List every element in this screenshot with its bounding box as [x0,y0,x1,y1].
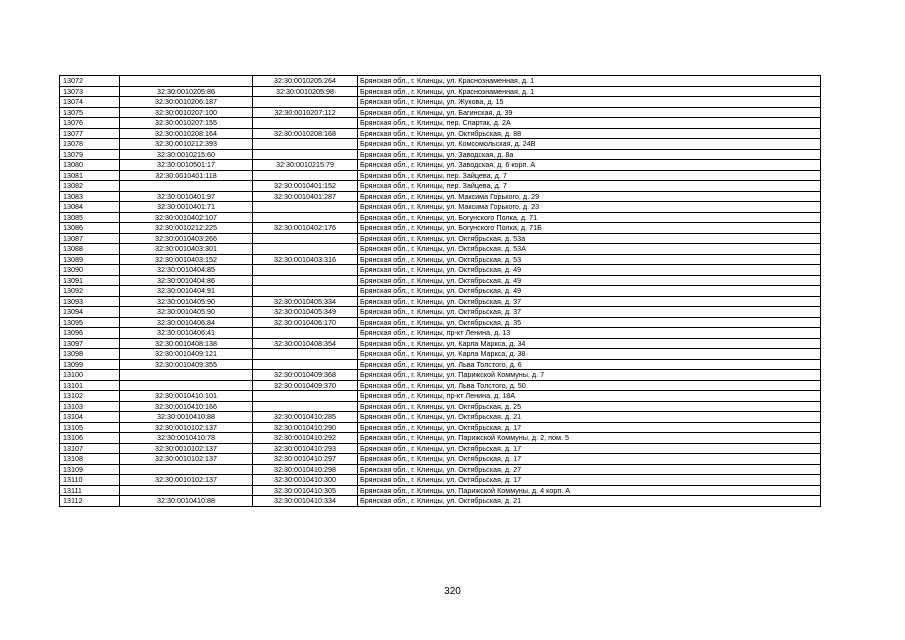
building-cadastral-number-cell [253,286,358,297]
row-number-cell: 13096 [60,328,120,339]
table-row [60,412,821,423]
table-row [60,118,821,129]
row-number-cell: 13078 [60,139,120,150]
address-cell: Брянская обл., г. Клинцы, ул. Октябрьская, д. 25 [358,401,821,412]
table-row [60,275,821,286]
row-number-cell: 13074 [60,97,120,108]
registry-table [59,75,821,507]
row-number-cell: 13102 [60,391,120,402]
cadastral-number-cell: 32:30:0010404:85 [120,265,253,276]
address-cell: Брянская обл., г. Клинцы, ул. Октябрьская, д. 17 [358,422,821,433]
building-cadastral-number-cell [253,244,358,255]
building-cadastral-number-cell: 32:30:0010410:290 [253,422,358,433]
building-cadastral-number-cell: 32:30:0010401:152 [253,181,358,192]
row-number-cell: 13093 [60,296,120,307]
address-cell: Брянская обл., г. Клинцы, ул. Октябрьская, д. 27 [358,464,821,475]
row-number-cell: 13105 [60,422,120,433]
address-cell: Брянская обл., г. Клинцы, пр-кт Ленина, д. 13 [358,328,821,339]
cadastral-number-cell [120,380,253,391]
cadastral-number-cell: 32:30:0010410:166 [120,401,253,412]
row-number-cell: 13108 [60,454,120,465]
building-cadastral-number-cell [253,97,358,108]
table-row [60,391,821,402]
row-number-cell: 13109 [60,464,120,475]
table-row [60,181,821,192]
building-cadastral-number-cell [253,233,358,244]
address-cell: Брянская обл., г. Клинцы, ул. Максима Горького, д. 29 [358,191,821,202]
cadastral-number-cell: 32:30:0010207:100 [120,107,253,118]
cadastral-number-cell: 32:30:0010207:155 [120,118,253,129]
cadastral-number-cell: 32:30:0010212:225 [120,223,253,234]
building-cadastral-number-cell [253,391,358,402]
building-cadastral-number-cell: 32:30:0010406:170 [253,317,358,328]
table-row [60,317,821,328]
building-cadastral-number-cell [253,212,358,223]
page-number: 320 [444,586,461,597]
row-number-cell: 13110 [60,475,120,486]
address-cell: Брянская обл., г. Клинцы, ул. Карла Маркса, д. 34 [358,338,821,349]
cadastral-number-cell: 32:30:0010410:78 [120,433,253,444]
row-number-cell: 13103 [60,401,120,412]
cadastral-number-cell: 32:30:0010403:266 [120,233,253,244]
building-cadastral-number-cell: 32:30:0010401:287 [253,191,358,202]
row-number-cell: 13077 [60,128,120,139]
row-number-cell: 13099 [60,359,120,370]
table-row [60,97,821,108]
building-cadastral-number-cell [253,275,358,286]
cadastral-number-cell: 32:30:0010406:41 [120,328,253,339]
row-number-cell: 13104 [60,412,120,423]
building-cadastral-number-cell [253,265,358,276]
row-number-cell: 13095 [60,317,120,328]
row-number-cell: 13090 [60,265,120,276]
building-cadastral-number-cell: 32:30:0010205:264 [253,76,358,87]
table-row [60,223,821,234]
table-row [60,76,821,87]
building-cadastral-number-cell: 32:30:0010402:176 [253,223,358,234]
row-number-cell: 13079 [60,149,120,160]
address-cell: Брянская обл., г. Клинцы, ул. Багинская, д. 39 [358,107,821,118]
table-row [60,202,821,213]
cadastral-number-cell: 32:30:0010404:86 [120,275,253,286]
row-number-cell: 13081 [60,170,120,181]
table-row [60,307,821,318]
building-cadastral-number-cell [253,118,358,129]
row-number-cell: 13094 [60,307,120,318]
cadastral-number-cell [120,181,253,192]
cadastral-number-cell: 32:30:0010410:101 [120,391,253,402]
row-number-cell: 13085 [60,212,120,223]
address-cell: Брянская обл., г. Клинцы, пер. Спартак, д. 2А [358,118,821,129]
table-row [60,359,821,370]
table-row [60,139,821,150]
cadastral-number-cell [120,370,253,381]
building-cadastral-number-cell: 32:30:0010410:305 [253,485,358,496]
cadastral-number-cell: 32:30:0010401:97 [120,191,253,202]
building-cadastral-number-cell [253,170,358,181]
cadastral-number-cell: 32:30:0010102:137 [120,475,253,486]
row-number-cell: 13112 [60,496,120,507]
cadastral-number-cell: 32:30:0010405:90 [120,307,253,318]
row-number-cell: 13111 [60,485,120,496]
address-cell: Брянская обл., г. Клинцы, пер. Зайцева, д. 7 [358,181,821,192]
building-cadastral-number-cell: 32:30:0010410:285 [253,412,358,423]
building-cadastral-number-cell: 32:30:0010410:298 [253,464,358,475]
cadastral-number-cell: 32:30:0010208:164 [120,128,253,139]
address-cell: Брянская обл., г. Клинцы, ул. Октябрьская, д. 53А [358,244,821,255]
table-row [60,170,821,181]
table-row [60,338,821,349]
building-cadastral-number-cell: 32:30:0010408:354 [253,338,358,349]
table-row [60,233,821,244]
cadastral-number-cell: 32:30:0010409:355 [120,359,253,370]
address-cell: Брянская обл., г. Клинцы, ул. Краснознаменная, д. 1 [358,86,821,97]
cadastral-number-cell: 32:30:0010410:88 [120,412,253,423]
address-cell: Брянская обл., г. Клинцы, ул. Октябрьская, д. 88 [358,128,821,139]
address-cell: Брянская обл., г. Клинцы, ул. Октябрьская, д. 21 [358,496,821,507]
address-cell: Брянская обл., г. Клинцы, ул. Богунского Полка, д. 71Б [358,223,821,234]
table-row [60,212,821,223]
address-cell: Брянская обл., г. Клинцы, ул. Парижской Коммуны, д. 2, пом. 5 [358,433,821,444]
cadastral-number-cell: 32:30:0010405:90 [120,296,253,307]
row-number-cell: 13080 [60,160,120,171]
building-cadastral-number-cell [253,328,358,339]
cadastral-number-cell [120,464,253,475]
row-number-cell: 13082 [60,181,120,192]
address-cell: Брянская обл., г. Клинцы, ул. Октябрьская, д. 49 [358,286,821,297]
address-cell: Брянская обл., г. Клинцы, пр-кт Ленина, д. 18А [358,391,821,402]
table-row [60,286,821,297]
building-cadastral-number-cell: 32:30:0010410:292 [253,433,358,444]
address-cell: Брянская обл., г. Клинцы, ул. Октябрьская, д. 49 [358,265,821,276]
building-cadastral-number-cell: 32:30:0010410:293 [253,443,358,454]
cadastral-number-cell: 32:30:0010102:137 [120,422,253,433]
address-cell: Брянская обл., г. Клинцы, ул. Октябрьская, д. 37 [358,307,821,318]
building-cadastral-number-cell [253,139,358,150]
address-cell: Брянская обл., г. Клинцы, ул. Максима Горького, д. 23 [358,202,821,213]
row-number-cell: 13100 [60,370,120,381]
address-cell: Брянская обл., г. Клинцы, ул. Октябрьская, д. 17 [358,475,821,486]
table-row [60,370,821,381]
row-number-cell: 13089 [60,254,120,265]
address-cell: Брянская обл., г. Клинцы, ул. Парижской Коммуны, д. 7 [358,370,821,381]
address-cell: Брянская обл., г. Клинцы, ул. Краснознаменная, д. 1 [358,76,821,87]
address-cell: Брянская обл., г. Клинцы, ул. Льва Толстого, д. 50 [358,380,821,391]
table-row [60,107,821,118]
address-cell: Брянская обл., г. Клинцы, пер. Зайцева, д. 7 [358,170,821,181]
table-row [60,464,821,475]
table-row [60,349,821,360]
table-row [60,86,821,97]
row-number-cell: 13088 [60,244,120,255]
table-row [60,380,821,391]
cadastral-number-cell: 32:30:0010215:60 [120,149,253,160]
table-row [60,191,821,202]
building-cadastral-number-cell: 32:30:0010205:98 [253,86,358,97]
row-number-cell: 13107 [60,443,120,454]
building-cadastral-number-cell: 32:30:0010410:334 [253,496,358,507]
building-cadastral-number-cell [253,202,358,213]
cadastral-number-cell: 32:30:0010501:17 [120,160,253,171]
address-cell: Брянская обл., г. Клинцы, ул. Жукова, д. 15 [358,97,821,108]
building-cadastral-number-cell: 32:30:0010405:349 [253,307,358,318]
table-row [60,265,821,276]
table-row [60,328,821,339]
building-cadastral-number-cell: 32:30:0010409:370 [253,380,358,391]
building-cadastral-number-cell: 32:30:0010405:334 [253,296,358,307]
address-cell: Брянская обл., г. Клинцы, ул. Октябрьская, д. 49 [358,275,821,286]
address-cell: Брянская обл., г. Клинцы, ул. Комсомольская, д. 24В [358,139,821,150]
cadastral-number-cell: 32:30:0010408:138 [120,338,253,349]
row-number-cell: 13091 [60,275,120,286]
table-row [60,485,821,496]
cadastral-number-cell: 32:30:0010401:71 [120,202,253,213]
building-cadastral-number-cell: 32:30:0010208:168 [253,128,358,139]
table-row [60,149,821,160]
registry-table-body [60,76,821,507]
table-row [60,433,821,444]
table-row [60,160,821,171]
address-cell: Брянская обл., г. Клинцы, ул. Богунского Полка, д. 71 [358,212,821,223]
table-row [60,244,821,255]
cadastral-number-cell: 32:30:0010402:107 [120,212,253,223]
building-cadastral-number-cell [253,401,358,412]
building-cadastral-number-cell: 32:30:0010409:368 [253,370,358,381]
row-number-cell: 13083 [60,191,120,202]
cadastral-number-cell: 32:30:0010212:393 [120,139,253,150]
cadastral-number-cell: 32:30:0010406:84 [120,317,253,328]
table-row [60,475,821,486]
table-row [60,296,821,307]
row-number-cell: 13097 [60,338,120,349]
row-number-cell: 13092 [60,286,120,297]
address-cell: Брянская обл., г. Клинцы, ул. Октябрьская, д. 53 [358,254,821,265]
address-cell: Брянская обл., г. Клинцы, ул. Октябрьская, д. 17 [358,443,821,454]
cadastral-number-cell: 32:30:0010403:152 [120,254,253,265]
row-number-cell: 13076 [60,118,120,129]
building-cadastral-number-cell [253,359,358,370]
cadastral-number-cell: 32:30:0010403:301 [120,244,253,255]
row-number-cell: 13106 [60,433,120,444]
table-row [60,254,821,265]
table-row [60,496,821,507]
cadastral-number-cell [120,76,253,87]
building-cadastral-number-cell: 32:30:0010403:316 [253,254,358,265]
row-number-cell: 13101 [60,380,120,391]
address-cell: Брянская обл., г. Клинцы, ул. Октябрьская, д. 21 [358,412,821,423]
address-cell: Брянская обл., г. Клинцы, ул. Парижской Коммуны, д. 4 корп. А [358,485,821,496]
cadastral-number-cell: 32:30:0010410:88 [120,496,253,507]
address-cell: Брянская обл., г. Клинцы, ул. Заводская, д. 8а [358,149,821,160]
building-cadastral-number-cell [253,349,358,360]
cadastral-number-cell: 32:30:0010102:137 [120,443,253,454]
building-cadastral-number-cell: 32:30:0010410:300 [253,475,358,486]
address-cell: Брянская обл., г. Клинцы, ул. Октябрьская, д. 53а [358,233,821,244]
address-cell: Брянская обл., г. Клинцы, ул. Октябрьская, д. 17 [358,454,821,465]
table-row [60,454,821,465]
address-cell: Брянская обл., г. Клинцы, ул. Карла Маркса, д. 38 [358,349,821,360]
cadastral-number-cell: 32:30:0010205:86 [120,86,253,97]
building-cadastral-number-cell: 32:30:0010207:112 [253,107,358,118]
table-row [60,443,821,454]
cadastral-number-cell: 32:30:0010206:187 [120,97,253,108]
table-row [60,422,821,433]
address-cell: Брянская обл., г. Клинцы, ул. Октябрьская, д. 35 [358,317,821,328]
row-number-cell: 13084 [60,202,120,213]
address-cell: Брянская обл., г. Клинцы, ул. Октябрьская, д. 37 [358,296,821,307]
table-row [60,128,821,139]
row-number-cell: 13087 [60,233,120,244]
table-row [60,401,821,412]
building-cadastral-number-cell: 32:30:0010410:297 [253,454,358,465]
row-number-cell: 13075 [60,107,120,118]
row-number-cell: 13086 [60,223,120,234]
building-cadastral-number-cell [253,149,358,160]
cadastral-number-cell: 32:30:0010404:91 [120,286,253,297]
row-number-cell: 13072 [60,76,120,87]
address-cell: Брянская обл., г. Клинцы, ул. Льва Толстого, д. 6 [358,359,821,370]
address-cell: Брянская обл., г. Клинцы, ул. Заводская, д. 6 корп. А [358,160,821,171]
cadastral-number-cell: 32:30:0010409:121 [120,349,253,360]
cadastral-number-cell: 32:30:0010102:137 [120,454,253,465]
row-number-cell: 13073 [60,86,120,97]
row-number-cell: 13098 [60,349,120,360]
cadastral-number-cell [120,485,253,496]
building-cadastral-number-cell: 32:30:0010215:79 [253,160,358,171]
cadastral-number-cell: 32:30:0010401:118 [120,170,253,181]
